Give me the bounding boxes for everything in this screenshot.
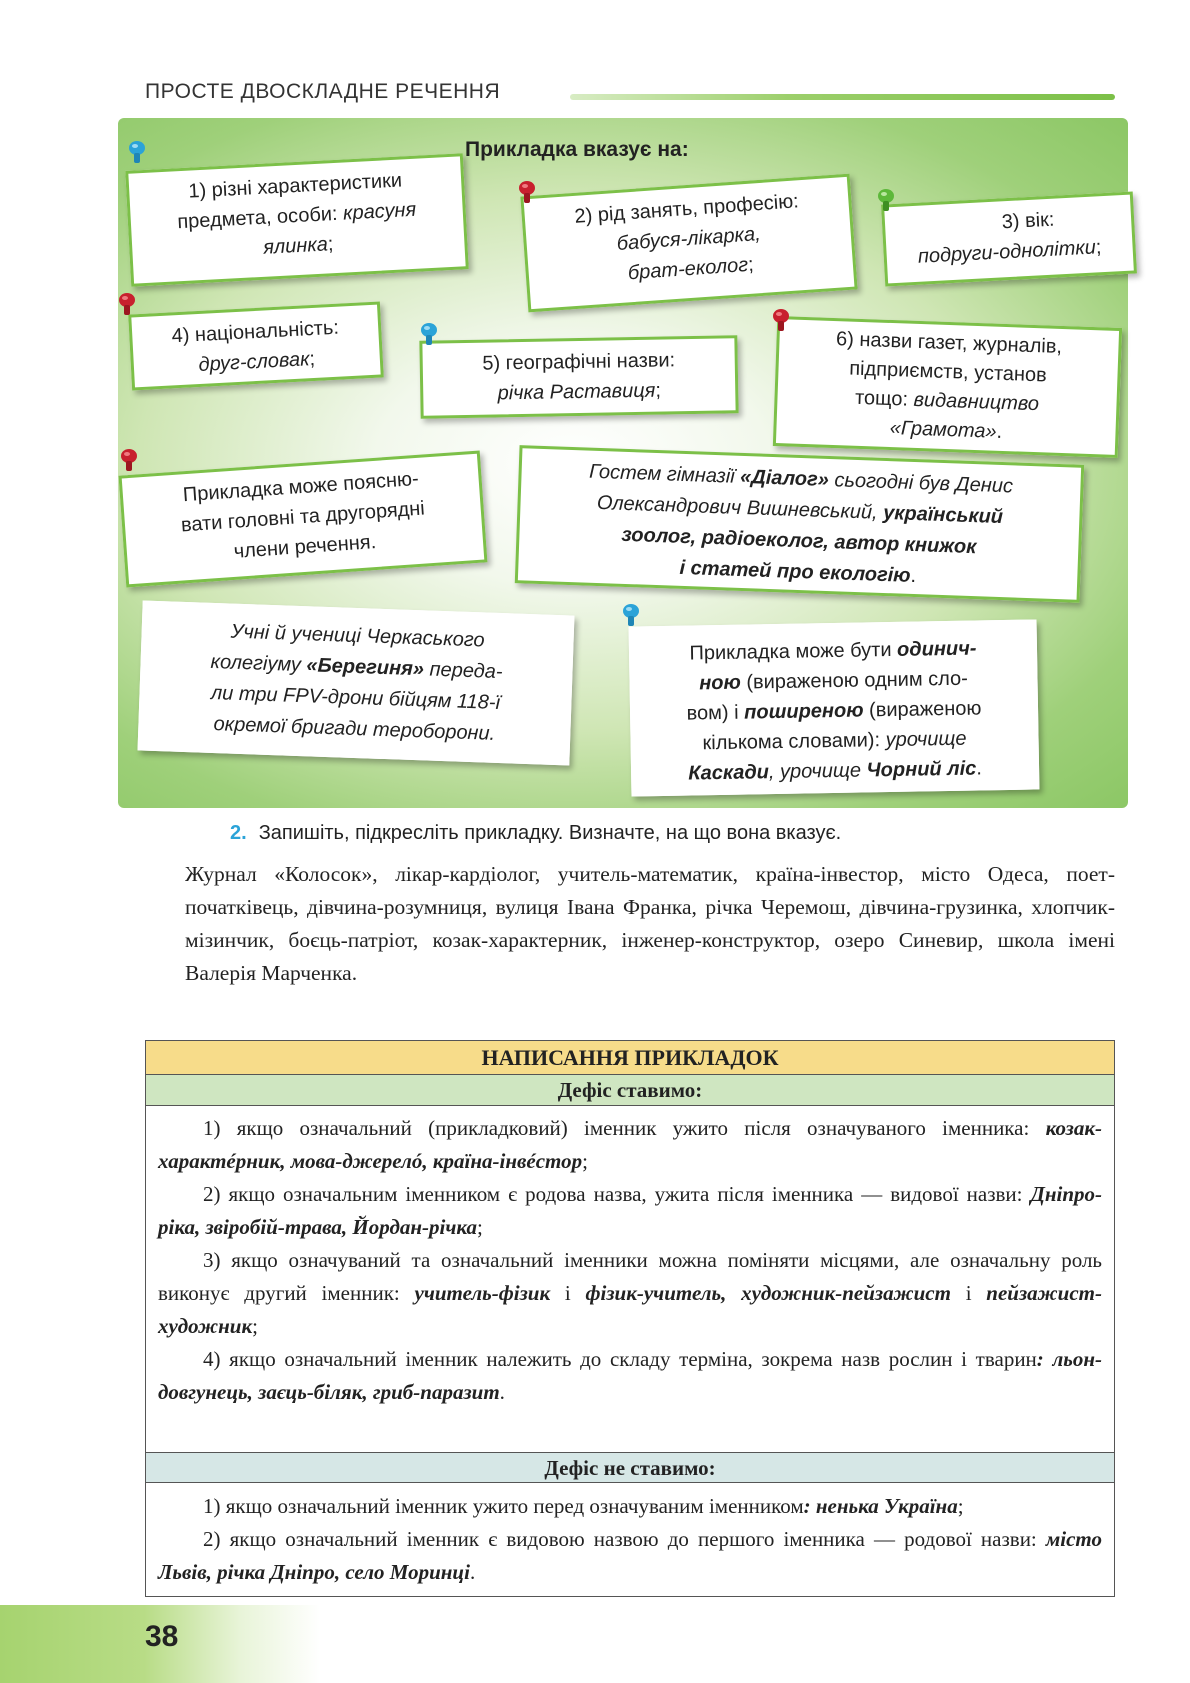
note-line: Каскади, урочище Чорний ліс. (688, 757, 983, 785)
note-line: «Грамота». (889, 417, 1003, 443)
note-line: 1) різні характеристики (187, 169, 403, 203)
note-example-dialog (515, 445, 1084, 603)
note-line: 3) вік: (1001, 208, 1055, 234)
note-profession (520, 174, 857, 313)
rule-item: 2) якщо означальним іменником є родова назва, ужита після іменника — видової назви: Дніпро-ріка, звіробій-трава, Йордан-річка; (158, 1182, 1102, 1239)
page-number: 38 (145, 1620, 179, 1653)
note-characteristics (125, 153, 469, 287)
header-title: ПРОСТЕ ДВОСКЛАДНЕ РЕЧЕННЯ (145, 80, 501, 103)
rules-table (145, 1040, 1115, 1597)
red-pin-icon (116, 292, 138, 322)
green-pin-icon (875, 188, 897, 218)
note-age (881, 191, 1137, 286)
note-line: окремої бригади тероборони. (213, 713, 496, 745)
note-line: і статей про екологію. (679, 556, 917, 588)
rule-item: 2) якщо означальний іменник є видовою назвою до першого іменника — родової назви: місто Львів, річка Дніпро, село Моринці. (158, 1527, 1102, 1584)
note-line: вом) і поширеною (вираженою (686, 697, 982, 725)
note-line: 6) назви газет, журналів, (835, 328, 1063, 358)
rules-no-hyphen (146, 1484, 1114, 1589)
note-example-berehynia (138, 601, 575, 766)
note-line: ялинка; (262, 233, 334, 259)
rule-item: 4) якщо означальний іменник належить до складу терміна, зокрема назв рослин і тварин: льон-довгунець, заєць-біляк, гриб-паразит. (158, 1347, 1102, 1404)
note-line: брат-еколог; (627, 253, 755, 285)
running-header (145, 80, 1115, 108)
blue-pin-icon (126, 140, 148, 170)
note-line: зоолог, радіоеколог, автор книжок (621, 523, 977, 559)
header-rule (570, 94, 1115, 100)
note-geography (419, 335, 738, 419)
note-line: Олександрович Вишневський, український (596, 491, 1004, 529)
note-line: 2) рід занять, професію: (573, 190, 800, 228)
note-line: Гостем гімназії «Діалог» сьогодні був Денис (588, 460, 1014, 498)
blue-pin-icon (418, 322, 440, 352)
note-line: вати головні та другорядні (180, 497, 426, 537)
rule-item: 1) якщо означальний іменник ужито перед означуваним іменником: ненька Україна; (203, 1494, 964, 1518)
note-single-extended (629, 619, 1040, 796)
rules-hyphen (146, 1106, 1114, 1452)
rule-item: 1) якщо означальний (прикладковий) іменник ужито після означуваного іменника: козак-характéрник, мова-джерелó, країна-інвéстор; (158, 1116, 1102, 1173)
rule-item: 3) якщо означуваний та означальний іменники можна поміняти місцями, але означальну роль виконує другий іменник: учитель-фізик і фізик-учитель, художник-пейзажист і пейзажист-художник; (158, 1248, 1102, 1338)
note-line: 5) географічні назви: (482, 349, 676, 375)
note-line: підприємств, установ (848, 357, 1048, 387)
note-line: бабуся-лікарка, (616, 223, 762, 256)
task-text: Запишіть, підкресліть прикладку. Визначте, на що вона вказує. (258, 822, 842, 844)
note-line: тощо: видавництво (854, 386, 1040, 416)
note-line: Прикладка може бути одинич- (689, 637, 977, 665)
note-nationality (128, 301, 384, 390)
note-line: члени речення. (233, 530, 377, 563)
note-line: Учні й учениці Черкаського (230, 620, 485, 652)
note-line: подруги-однолітки; (917, 236, 1102, 268)
note-line: друг-словак; (198, 347, 316, 377)
red-pin-icon (118, 448, 140, 478)
task-number: 2. (230, 822, 247, 844)
table-title: НАПИСАННЯ ПРИКЛАДОК (146, 1041, 1114, 1075)
note-names (773, 316, 1122, 458)
task-instruction (230, 822, 841, 845)
blue-pin-icon (620, 603, 642, 633)
red-pin-icon (516, 180, 538, 210)
section-heading-no-hyphen: Дефіс не ставимо: (146, 1452, 1114, 1483)
exercise-text: Журнал «Колосок», лікар-кардіолог, учитель-математик, країна-інвестор, місто Одеса, поет-початківець, дівчина-розумниця, вулиця Івана Франка, річка Черемош, дівчина-грузинка, хлопчик-мізинчик, боєць-патріот, козак-характерник, інженер-конструктор, озеро Синевир, школа імені Валерія Марченка. (185, 862, 1115, 985)
note-line: Прикладка може поясню- (182, 467, 420, 507)
scheme-title: Прикладка вказує на: (465, 138, 689, 161)
note-line: ли три FPV-дрони бійцям 118-ї (210, 681, 501, 715)
section-heading-hyphen: Дефіс ставимо: (146, 1075, 1114, 1106)
note-line: 4) національність: (171, 316, 340, 348)
note-line: колегіуму «Берегиня» переда- (210, 650, 503, 684)
note-line: річка Раставиця; (497, 379, 662, 405)
red-pin-icon (770, 308, 792, 338)
note-line: ною (вираженою одним сло- (699, 667, 969, 695)
note-line: кількома словами): урочище (702, 727, 967, 755)
note-line: предмета, особи: красуня (176, 198, 417, 234)
